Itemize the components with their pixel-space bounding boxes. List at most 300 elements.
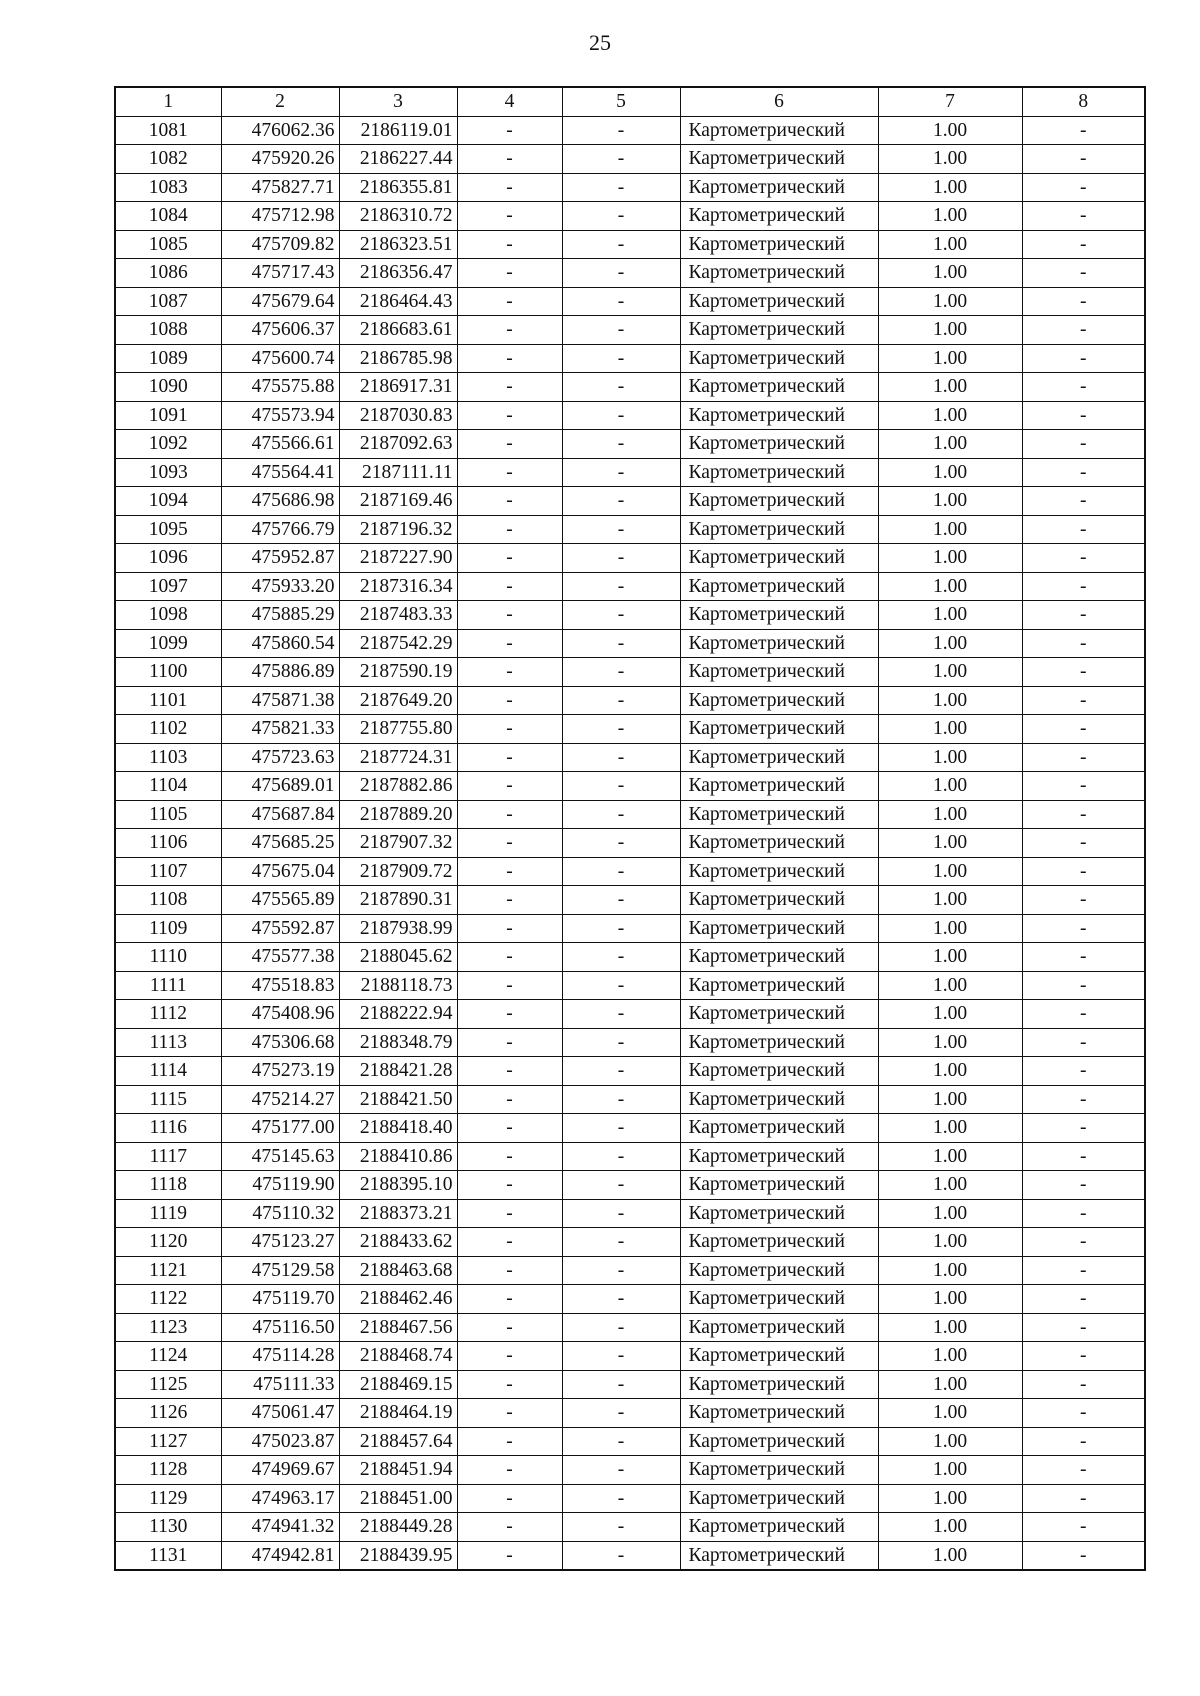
cell-column-5-value: -	[562, 458, 680, 487]
cell-column-5-value: -	[562, 886, 680, 915]
table-row	[115, 373, 1145, 402]
cell-column-8-value: -	[1022, 515, 1145, 544]
cell-column-5-value: -	[562, 914, 680, 943]
cell-column-5-value: -	[562, 1085, 680, 1114]
cell-point-number: 1106	[115, 829, 221, 858]
cell-point-number: 1087	[115, 287, 221, 316]
cell-column-8-value: -	[1022, 287, 1145, 316]
cell-coordinate-y: 2188457.64	[339, 1427, 457, 1456]
cell-coordinate-x: 475723.63	[221, 743, 339, 772]
cell-coordinate-x: 475717.43	[221, 259, 339, 288]
cell-coordinate-y: 2188451.94	[339, 1456, 457, 1485]
cell-column-8-value: -	[1022, 230, 1145, 259]
cell-accuracy: 1.00	[878, 1142, 1022, 1171]
cell-accuracy: 1.00	[878, 544, 1022, 573]
cell-column-8-value: -	[1022, 1057, 1145, 1086]
cell-accuracy: 1.00	[878, 1199, 1022, 1228]
cell-accuracy: 1.00	[878, 287, 1022, 316]
table-row	[115, 401, 1145, 430]
cell-coordinate-y: 2188449.28	[339, 1513, 457, 1542]
cell-column-4-value: -	[457, 1028, 562, 1057]
cell-coordinate-y: 2187907.32	[339, 829, 457, 858]
cell-point-number: 1111	[115, 971, 221, 1000]
cell-method: Картометрический	[680, 1370, 878, 1399]
cell-accuracy: 1.00	[878, 230, 1022, 259]
table-row	[115, 1028, 1145, 1057]
table-row	[115, 202, 1145, 231]
table-row	[115, 1342, 1145, 1371]
cell-column-5-value: -	[562, 230, 680, 259]
cell-method: Картометрический	[680, 1028, 878, 1057]
cell-coordinate-y: 2186355.81	[339, 173, 457, 202]
cell-method: Картометрический	[680, 943, 878, 972]
cell-point-number: 1115	[115, 1085, 221, 1114]
cell-column-4-value: -	[457, 1256, 562, 1285]
cell-column-4-value: -	[457, 259, 562, 288]
cell-column-4-value: -	[457, 629, 562, 658]
cell-column-4-value: -	[457, 1513, 562, 1542]
cell-point-number: 1086	[115, 259, 221, 288]
cell-column-5-value: -	[562, 401, 680, 430]
cell-method: Картометрический	[680, 145, 878, 174]
cell-column-8-value: -	[1022, 1028, 1145, 1057]
page-number: 25	[589, 30, 611, 55]
cell-coordinate-x: 475821.33	[221, 715, 339, 744]
cell-coordinate-y: 2187882.86	[339, 772, 457, 801]
cell-method: Картометрический	[680, 1085, 878, 1114]
cell-method: Картометрический	[680, 1399, 878, 1428]
cell-coordinate-x: 475123.27	[221, 1228, 339, 1257]
cell-column-8-value: -	[1022, 487, 1145, 516]
cell-point-number: 1107	[115, 857, 221, 886]
cell-column-8-value: -	[1022, 743, 1145, 772]
cell-point-number: 1083	[115, 173, 221, 202]
table-row	[115, 829, 1145, 858]
cell-column-8-value: -	[1022, 344, 1145, 373]
cell-point-number: 1090	[115, 373, 221, 402]
table-row	[115, 914, 1145, 943]
cell-coordinate-x: 475687.84	[221, 800, 339, 829]
cell-coordinate-x: 475566.61	[221, 430, 339, 459]
cell-point-number: 1123	[115, 1313, 221, 1342]
cell-coordinate-y: 2187196.32	[339, 515, 457, 544]
cell-coordinate-y: 2188348.79	[339, 1028, 457, 1057]
cell-coordinate-x: 475214.27	[221, 1085, 339, 1114]
cell-column-4-value: -	[457, 1342, 562, 1371]
cell-column-8-value: -	[1022, 1513, 1145, 1542]
cell-method: Картометрический	[680, 772, 878, 801]
table-row	[115, 772, 1145, 801]
cell-column-4-value: -	[457, 914, 562, 943]
cell-column-8-value: -	[1022, 202, 1145, 231]
cell-column-4-value: -	[457, 458, 562, 487]
cell-point-number: 1098	[115, 601, 221, 630]
table-row	[115, 316, 1145, 345]
cell-point-number: 1129	[115, 1484, 221, 1513]
cell-accuracy: 1.00	[878, 1285, 1022, 1314]
cell-accuracy: 1.00	[878, 1171, 1022, 1200]
cell-accuracy: 1.00	[878, 1427, 1022, 1456]
table-row	[115, 1114, 1145, 1143]
table-row	[115, 1256, 1145, 1285]
cell-accuracy: 1.00	[878, 1456, 1022, 1485]
cell-method: Картометрический	[680, 1456, 878, 1485]
cell-column-4-value: -	[457, 1085, 562, 1114]
cell-column-8-value: -	[1022, 145, 1145, 174]
cell-method: Картометрический	[680, 1199, 878, 1228]
table-row	[115, 743, 1145, 772]
cell-coordinate-x: 475145.63	[221, 1142, 339, 1171]
table-row	[115, 1399, 1145, 1428]
cell-column-5-value: -	[562, 544, 680, 573]
cell-column-5-value: -	[562, 1114, 680, 1143]
cell-point-number: 1093	[115, 458, 221, 487]
cell-column-5-value: -	[562, 1000, 680, 1029]
cell-coordinate-y: 2188433.62	[339, 1228, 457, 1257]
cell-accuracy: 1.00	[878, 515, 1022, 544]
cell-coordinate-x: 475129.58	[221, 1256, 339, 1285]
cell-column-4-value: -	[457, 1456, 562, 1485]
cell-accuracy: 1.00	[878, 1000, 1022, 1029]
cell-accuracy: 1.00	[878, 1313, 1022, 1342]
cell-column-4-value: -	[457, 1171, 562, 1200]
cell-column-5-value: -	[562, 1028, 680, 1057]
table-row	[115, 1285, 1145, 1314]
cell-method: Картометрический	[680, 686, 878, 715]
cell-column-8-value: -	[1022, 1285, 1145, 1314]
cell-column-5-value: -	[562, 515, 680, 544]
cell-column-4-value: -	[457, 658, 562, 687]
cell-point-number: 1097	[115, 572, 221, 601]
table-row	[115, 1171, 1145, 1200]
column-header-2: 2	[221, 87, 339, 116]
cell-accuracy: 1.00	[878, 1228, 1022, 1257]
cell-column-4-value: -	[457, 1313, 562, 1342]
cell-column-4-value: -	[457, 743, 562, 772]
cell-accuracy: 1.00	[878, 1513, 1022, 1542]
table-row	[115, 1484, 1145, 1513]
cell-coordinate-x: 475709.82	[221, 230, 339, 259]
table-row	[115, 1541, 1145, 1570]
cell-method: Картометрический	[680, 800, 878, 829]
cell-column-4-value: -	[457, 800, 562, 829]
cell-coordinate-x: 475885.29	[221, 601, 339, 630]
cell-point-number: 1096	[115, 544, 221, 573]
cell-column-8-value: -	[1022, 316, 1145, 345]
cell-column-8-value: -	[1022, 458, 1145, 487]
cell-point-number: 1089	[115, 344, 221, 373]
cell-column-5-value: -	[562, 800, 680, 829]
cell-accuracy: 1.00	[878, 1484, 1022, 1513]
cell-point-number: 1124	[115, 1342, 221, 1371]
cell-method: Картометрический	[680, 886, 878, 915]
cell-coordinate-y: 2187111.11	[339, 458, 457, 487]
cell-method: Картометрический	[680, 743, 878, 772]
cell-coordinate-y: 2188468.74	[339, 1342, 457, 1371]
table-row	[115, 1456, 1145, 1485]
cell-column-8-value: -	[1022, 116, 1145, 145]
cell-column-5-value: -	[562, 857, 680, 886]
cell-column-4-value: -	[457, 1000, 562, 1029]
cell-column-5-value: -	[562, 686, 680, 715]
table-row	[115, 1199, 1145, 1228]
cell-accuracy: 1.00	[878, 430, 1022, 459]
cell-method: Картометрический	[680, 971, 878, 1000]
cell-point-number: 1099	[115, 629, 221, 658]
cell-column-4-value: -	[457, 230, 562, 259]
cell-accuracy: 1.00	[878, 1057, 1022, 1086]
table-row	[115, 1228, 1145, 1257]
cell-column-5-value: -	[562, 601, 680, 630]
cell-column-8-value: -	[1022, 1114, 1145, 1143]
cell-column-5-value: -	[562, 1513, 680, 1542]
cell-coordinate-x: 475575.88	[221, 373, 339, 402]
cell-coordinate-y: 2187755.80	[339, 715, 457, 744]
cell-accuracy: 1.00	[878, 116, 1022, 145]
cell-coordinate-x: 475564.41	[221, 458, 339, 487]
cell-column-4-value: -	[457, 886, 562, 915]
table-row	[115, 259, 1145, 288]
cell-coordinate-y: 2188222.94	[339, 1000, 457, 1029]
cell-coordinate-y: 2187483.33	[339, 601, 457, 630]
table-row	[115, 430, 1145, 459]
cell-column-4-value: -	[457, 544, 562, 573]
cell-point-number: 1085	[115, 230, 221, 259]
cell-method: Картометрический	[680, 1171, 878, 1200]
cell-column-4-value: -	[457, 401, 562, 430]
table-row	[115, 800, 1145, 829]
cell-coordinate-y: 2187092.63	[339, 430, 457, 459]
cell-coordinate-y: 2187542.29	[339, 629, 457, 658]
cell-column-4-value: -	[457, 344, 562, 373]
cell-point-number: 1110	[115, 943, 221, 972]
cell-coordinate-y: 2188439.95	[339, 1541, 457, 1570]
cell-coordinate-y: 2187938.99	[339, 914, 457, 943]
cell-method: Картометрический	[680, 1228, 878, 1257]
cell-point-number: 1130	[115, 1513, 221, 1542]
cell-point-number: 1125	[115, 1370, 221, 1399]
cell-method: Картометрический	[680, 316, 878, 345]
cell-column-5-value: -	[562, 971, 680, 1000]
table-row	[115, 287, 1145, 316]
cell-method: Картометрический	[680, 287, 878, 316]
cell-column-5-value: -	[562, 1228, 680, 1257]
cell-column-4-value: -	[457, 515, 562, 544]
cell-column-5-value: -	[562, 943, 680, 972]
cell-point-number: 1104	[115, 772, 221, 801]
cell-accuracy: 1.00	[878, 743, 1022, 772]
cell-coordinate-y: 2186119.01	[339, 116, 457, 145]
column-header-6: 6	[680, 87, 878, 116]
cell-accuracy: 1.00	[878, 658, 1022, 687]
cell-coordinate-y: 2188418.40	[339, 1114, 457, 1143]
table-row	[115, 886, 1145, 915]
cell-column-5-value: -	[562, 1313, 680, 1342]
cell-method: Картометрический	[680, 487, 878, 516]
table-row	[115, 1057, 1145, 1086]
cell-coordinate-y: 2186683.61	[339, 316, 457, 345]
cell-column-4-value: -	[457, 287, 562, 316]
cell-coordinate-x: 475871.38	[221, 686, 339, 715]
cell-column-4-value: -	[457, 116, 562, 145]
cell-column-5-value: -	[562, 772, 680, 801]
cell-column-4-value: -	[457, 430, 562, 459]
cell-accuracy: 1.00	[878, 1114, 1022, 1143]
cell-column-8-value: -	[1022, 1142, 1145, 1171]
cell-coordinate-x: 475686.98	[221, 487, 339, 516]
cell-coordinate-x: 475177.00	[221, 1114, 339, 1143]
cell-column-5-value: -	[562, 116, 680, 145]
cell-coordinate-y: 2187889.20	[339, 800, 457, 829]
cell-column-5-value: -	[562, 344, 680, 373]
cell-coordinate-y: 2188410.86	[339, 1142, 457, 1171]
cell-column-8-value: -	[1022, 1228, 1145, 1257]
cell-coordinate-x: 475920.26	[221, 145, 339, 174]
cell-coordinate-y: 2188421.50	[339, 1085, 457, 1114]
cell-point-number: 1109	[115, 914, 221, 943]
cell-accuracy: 1.00	[878, 259, 1022, 288]
cell-point-number: 1105	[115, 800, 221, 829]
cell-coordinate-x: 475886.89	[221, 658, 339, 687]
cell-coordinate-x: 475116.50	[221, 1313, 339, 1342]
cell-coordinate-x: 474969.67	[221, 1456, 339, 1485]
cell-column-8-value: -	[1022, 1256, 1145, 1285]
cell-coordinate-x: 476062.36	[221, 116, 339, 145]
cell-method: Картометрический	[680, 1142, 878, 1171]
cell-coordinate-y: 2187030.83	[339, 401, 457, 430]
cell-point-number: 1108	[115, 886, 221, 915]
cell-coordinate-y: 2188421.28	[339, 1057, 457, 1086]
cell-point-number: 1116	[115, 1114, 221, 1143]
cell-coordinate-y: 2186464.43	[339, 287, 457, 316]
cell-point-number: 1113	[115, 1028, 221, 1057]
table-row	[115, 658, 1145, 687]
cell-column-8-value: -	[1022, 800, 1145, 829]
cell-column-4-value: -	[457, 1199, 562, 1228]
cell-column-8-value: -	[1022, 572, 1145, 601]
table-row	[115, 1370, 1145, 1399]
cell-point-number: 1117	[115, 1142, 221, 1171]
cell-method: Картометрический	[680, 515, 878, 544]
cell-column-5-value: -	[562, 715, 680, 744]
cell-coordinate-x: 474963.17	[221, 1484, 339, 1513]
cell-coordinate-x: 475679.64	[221, 287, 339, 316]
cell-accuracy: 1.00	[878, 772, 1022, 801]
cell-coordinate-y: 2187169.46	[339, 487, 457, 516]
cell-method: Картометрический	[680, 116, 878, 145]
cell-coordinate-x: 475600.74	[221, 344, 339, 373]
cell-method: Картометрический	[680, 1057, 878, 1086]
cell-point-number: 1092	[115, 430, 221, 459]
cell-column-5-value: -	[562, 1370, 680, 1399]
cell-column-4-value: -	[457, 829, 562, 858]
cell-point-number: 1084	[115, 202, 221, 231]
cell-method: Картометрический	[680, 430, 878, 459]
cell-point-number: 1118	[115, 1171, 221, 1200]
cell-method: Картометрический	[680, 373, 878, 402]
cell-column-8-value: -	[1022, 1541, 1145, 1570]
cell-column-8-value: -	[1022, 259, 1145, 288]
cell-coordinate-y: 2188373.21	[339, 1199, 457, 1228]
cell-coordinate-x: 475111.33	[221, 1370, 339, 1399]
cell-method: Картометрический	[680, 230, 878, 259]
cell-accuracy: 1.00	[878, 914, 1022, 943]
column-header-1: 1	[115, 87, 221, 116]
cell-column-8-value: -	[1022, 1399, 1145, 1428]
cell-column-5-value: -	[562, 373, 680, 402]
table-row	[115, 1313, 1145, 1342]
cell-point-number: 1112	[115, 1000, 221, 1029]
cell-coordinate-y: 2188451.00	[339, 1484, 457, 1513]
table-row	[115, 173, 1145, 202]
cell-point-number: 1100	[115, 658, 221, 687]
cell-method: Картометрический	[680, 914, 878, 943]
cell-accuracy: 1.00	[878, 686, 1022, 715]
cell-accuracy: 1.00	[878, 316, 1022, 345]
cell-coordinate-y: 2186310.72	[339, 202, 457, 231]
cell-point-number: 1094	[115, 487, 221, 516]
cell-column-4-value: -	[457, 202, 562, 231]
cell-column-5-value: -	[562, 487, 680, 516]
cell-point-number: 1122	[115, 1285, 221, 1314]
cell-method: Картометрический	[680, 658, 878, 687]
cell-column-4-value: -	[457, 601, 562, 630]
table-row	[115, 116, 1145, 145]
cell-column-4-value: -	[457, 373, 562, 402]
cell-point-number: 1088	[115, 316, 221, 345]
cell-accuracy: 1.00	[878, 572, 1022, 601]
cell-coordinate-x: 475565.89	[221, 886, 339, 915]
cell-coordinate-x: 475606.37	[221, 316, 339, 345]
table-row	[115, 601, 1145, 630]
cell-accuracy: 1.00	[878, 1399, 1022, 1428]
cell-coordinate-y: 2187909.72	[339, 857, 457, 886]
table-row	[115, 1142, 1145, 1171]
table-row	[115, 1513, 1145, 1542]
column-header-5: 5	[562, 87, 680, 116]
cell-method: Картометрический	[680, 629, 878, 658]
table-row	[115, 943, 1145, 972]
cell-coordinate-x: 475061.47	[221, 1399, 339, 1428]
cell-point-number: 1103	[115, 743, 221, 772]
cell-coordinate-x: 474942.81	[221, 1541, 339, 1570]
cell-accuracy: 1.00	[878, 145, 1022, 174]
column-header-4: 4	[457, 87, 562, 116]
cell-column-8-value: -	[1022, 772, 1145, 801]
cell-accuracy: 1.00	[878, 202, 1022, 231]
column-header-8: 8	[1022, 87, 1145, 116]
cell-column-8-value: -	[1022, 829, 1145, 858]
cell-method: Картометрический	[680, 344, 878, 373]
cell-column-5-value: -	[562, 629, 680, 658]
cell-coordinate-y: 2188463.68	[339, 1256, 457, 1285]
cell-method: Картометрический	[680, 1313, 878, 1342]
cell-coordinate-x: 475827.71	[221, 173, 339, 202]
cell-point-number: 1101	[115, 686, 221, 715]
cell-point-number: 1120	[115, 1228, 221, 1257]
table-row	[115, 1085, 1145, 1114]
cell-method: Картометрический	[680, 173, 878, 202]
cell-accuracy: 1.00	[878, 601, 1022, 630]
cell-coordinate-y: 2187649.20	[339, 686, 457, 715]
cell-point-number: 1131	[115, 1541, 221, 1570]
cell-coordinate-y: 2188118.73	[339, 971, 457, 1000]
cell-method: Картометрический	[680, 259, 878, 288]
cell-coordinate-x: 475119.70	[221, 1285, 339, 1314]
cell-column-8-value: -	[1022, 943, 1145, 972]
cell-column-8-value: -	[1022, 857, 1145, 886]
cell-column-5-value: -	[562, 259, 680, 288]
